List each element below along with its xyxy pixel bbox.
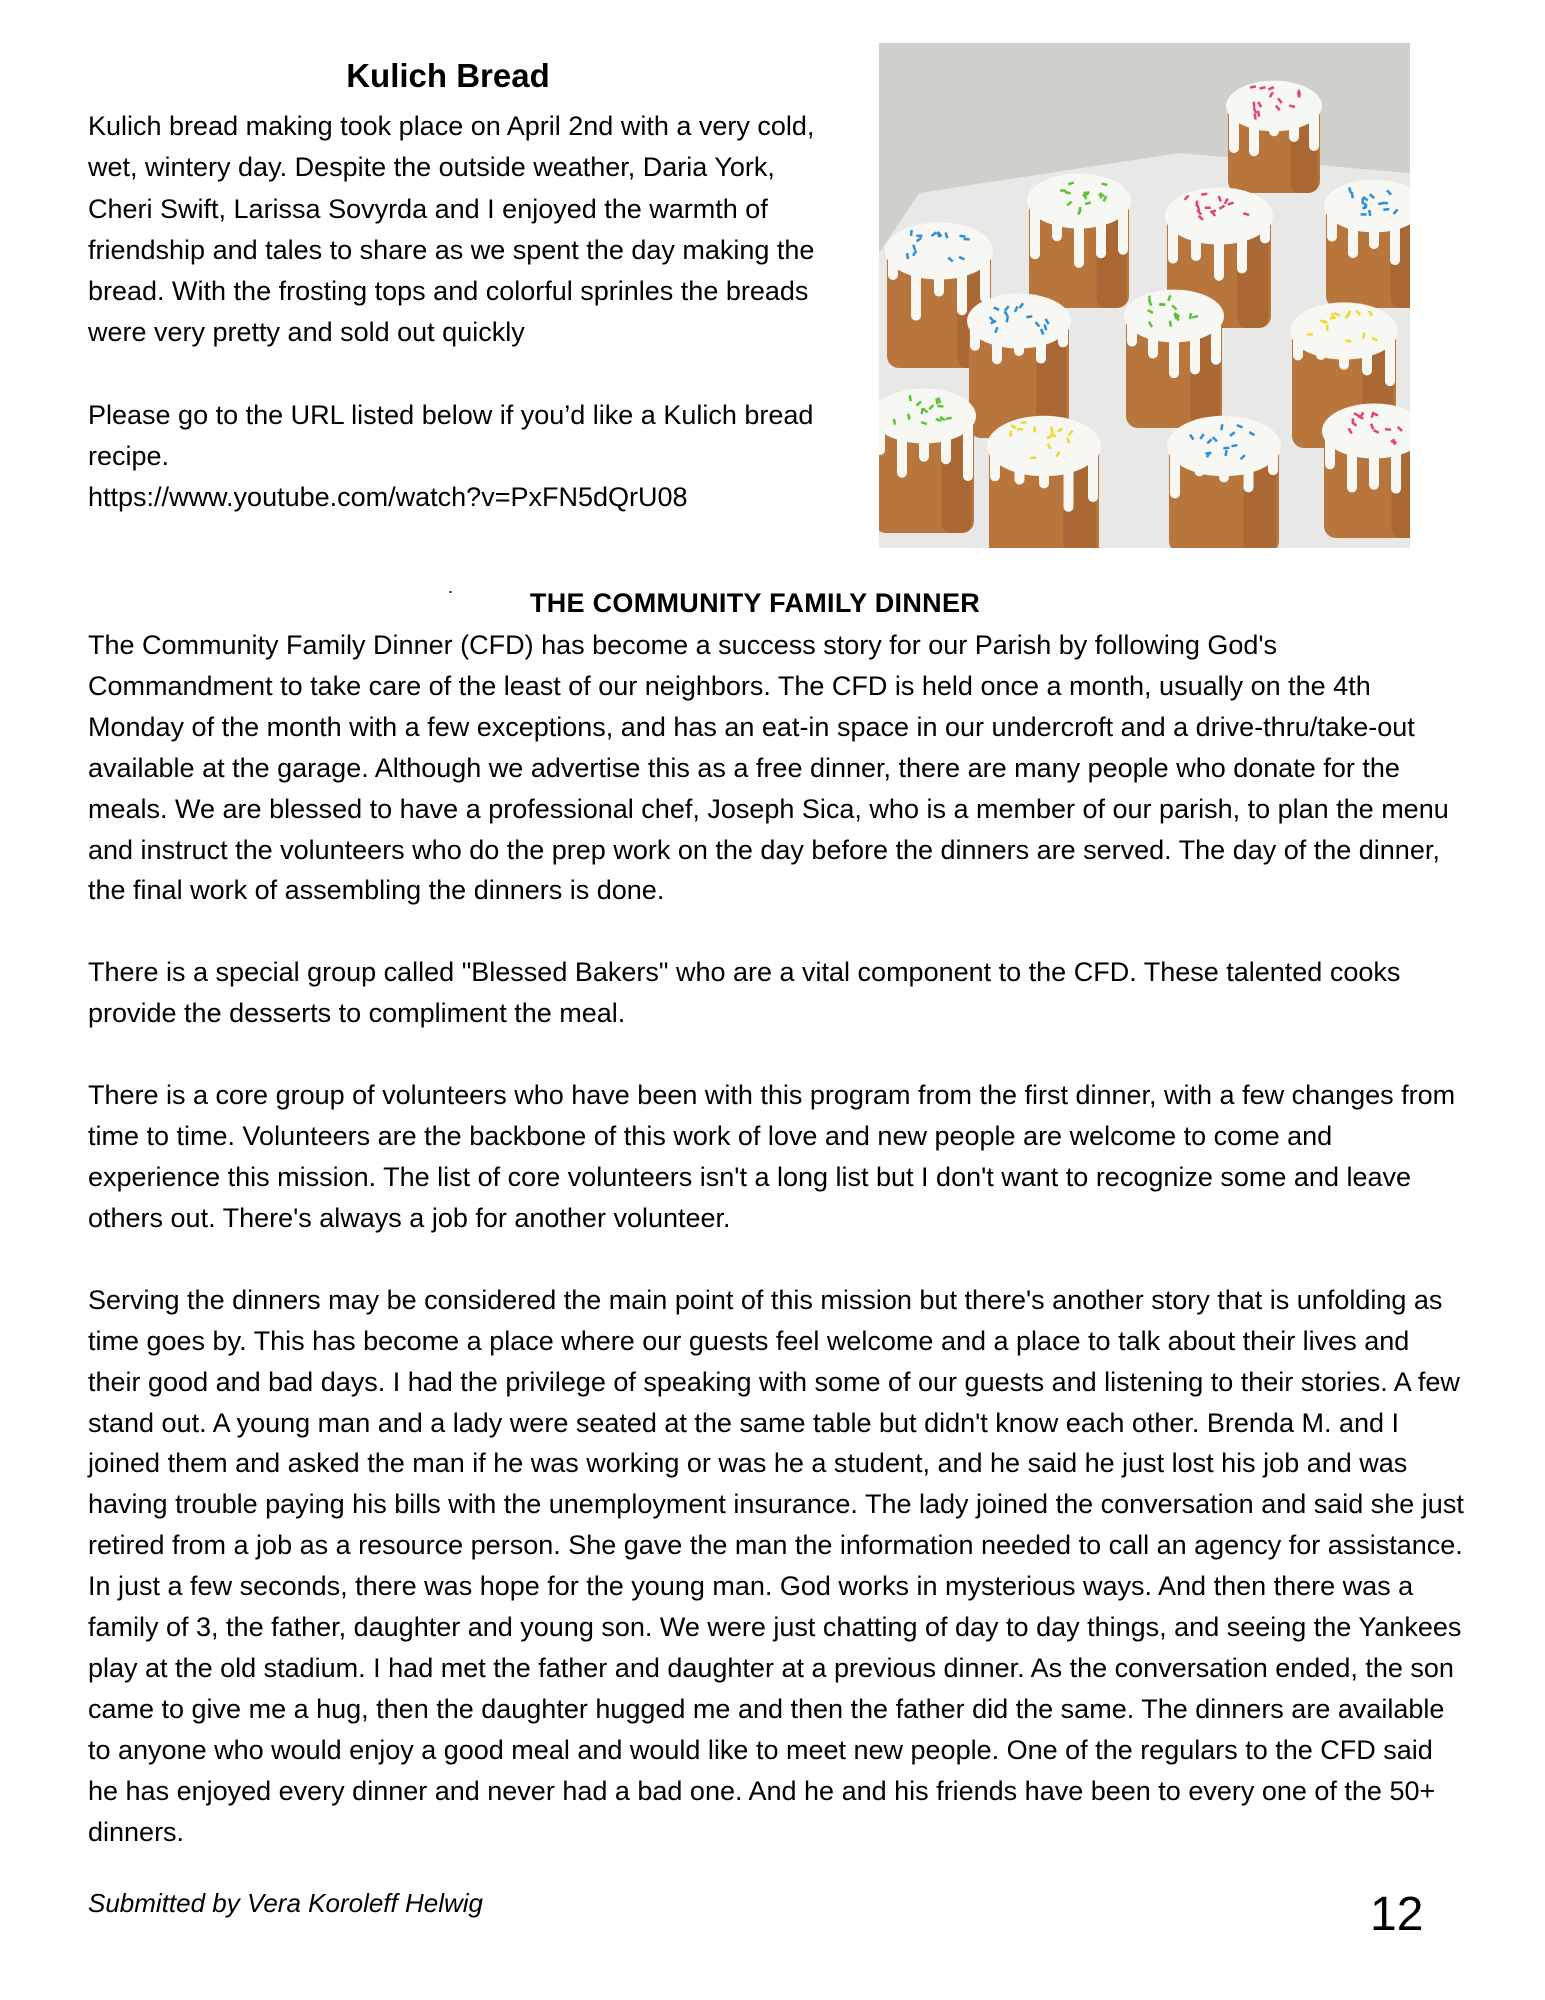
frosting-drip <box>1191 216 1201 261</box>
frosting-drip <box>1348 206 1358 258</box>
kulich-bread-photo <box>879 43 1410 548</box>
kulich-article <box>88 106 828 519</box>
sprinkle <box>1307 333 1313 336</box>
frosting-drip <box>879 416 885 455</box>
frosting-drip <box>1237 216 1247 273</box>
sprinkle <box>1148 296 1151 302</box>
sprinkle <box>1030 456 1036 459</box>
cfd-paragraph: There is a core group of volunteers who have been with this program from the first dinner, with a few changes from time to time. Volunteers are the backbone of this work of love and new people are welcome to come and experience this mission. The list of core volunteers isn't a long list but I don't want to recognize some and leave others out. There's always a job for another volunteer. <box>88 1080 1456 1233</box>
frosting-drip <box>1229 106 1239 153</box>
frosting-drip <box>1390 206 1400 265</box>
frosting-drip <box>1190 316 1200 374</box>
kulich-recipe-note: Please go to the URL listed below if you’d like a Kulich bread recipe. <box>88 399 814 472</box>
sprinkle <box>916 235 922 238</box>
sprinkle <box>1176 315 1179 321</box>
frosting-drip <box>1058 321 1068 347</box>
kulich-paragraph <box>88 395 828 519</box>
frosting-drip <box>934 251 944 297</box>
frosting-drip <box>1325 431 1335 469</box>
frosting-drip <box>1269 106 1279 136</box>
frosting-drip <box>897 416 907 478</box>
frosting-drip <box>1211 316 1221 365</box>
cfd-title: THE COMMUNITY FAMILY DINNER <box>529 588 981 618</box>
frosting-drip <box>1293 331 1303 360</box>
stray-dot: . <box>448 577 454 597</box>
frosting-drip <box>1347 431 1357 492</box>
frosting-drip <box>1168 216 1178 264</box>
frosting-drip <box>1118 201 1128 255</box>
frosting-drip <box>1309 106 1319 151</box>
frosting-drip <box>1260 216 1270 243</box>
frosting-drip <box>1214 216 1224 281</box>
kulich-paragraph: Kulich bread making took place on April 2nd with a very cold, wet, wintery day. Despite the outside weather, Daria York, Cheri Swift, Larissa Sovyrda and I enjoyed the warmth of friendship and tales to share as we spent the day making the bread. With the frosting tops and colorful sprinles the breads were very pretty and sold out quickly <box>88 111 815 348</box>
cfd-article <box>88 625 1468 1852</box>
frosting-drip <box>1015 446 1025 485</box>
submitted-by: Submitted by Vera Koroleff Helwig <box>88 1888 484 1918</box>
frosting-drip <box>888 251 898 280</box>
cfd-paragraph: Serving the dinners may be considered the main point of this mission but there's another story that is unfolding as time goes by. This has become a place where our guests feel welcome and a place to talk about their lives and their good and bad days. I had the privilege of speaking with some of our guests and listening to their stories. A few stand out. A young man and a lady were seated at the same table but didn't know each other. Brenda M. and I joined them and asked the man if he was working or was he a student, and he said he just lost his job and was having trouble paying his bills with the unemployment insurance. The lady joined the conversation and said she just retired from a job as a resource person. She gave the man the information needed to call an agency for assistance. In just a few seconds, there was hope for the young man. God works in mysterious ways. And then there was a family of 3, the father, daughter and young son. We were just chatting of day to day things, and seeing the Yankees play at the old stadium. I had met the father and daughter at a previous dinner. As the conversation ended, the son came to give me a hug, then the daughter hugged me and then the father did the same. The dinners are available to anyone who would enjoy a good meal and would like to meet new people. One of the regulars to the CFD said he has enjoyed every dinner and never had a bad one. And he and his friends have been to every one of the 50+ dinners. <box>88 1284 1464 1847</box>
frosting-drip <box>1289 106 1299 142</box>
frosting-drip <box>1064 446 1074 512</box>
recipe-url-link[interactable]: https://www.youtube.com/watch?v=PxFN5dQrU08 <box>88 482 688 513</box>
frosting-drip <box>1327 206 1337 242</box>
frosting-drip <box>970 321 980 351</box>
frosting-drip <box>1195 446 1205 476</box>
sprinkle <box>937 405 943 408</box>
frosting-drip <box>1052 201 1062 241</box>
sprinkle <box>1159 303 1165 306</box>
frosting-drip <box>1030 201 1040 259</box>
cfd-paragraph: There is a special group called "Blessed Bakers" who are a vital component to the CFD. These talented cooks provide the desserts to compliment the meal. <box>88 957 1401 1029</box>
sprinkle <box>1326 325 1329 331</box>
frosting-drip <box>1316 331 1326 360</box>
frosting-drip <box>1088 446 1098 502</box>
sprinkle <box>1021 421 1027 424</box>
sprinkle <box>1033 426 1036 432</box>
frosting-drip <box>1385 331 1395 386</box>
sprinkle <box>1382 202 1388 205</box>
sprinkle <box>1361 213 1367 216</box>
frosting-drip <box>1039 446 1049 488</box>
sprinkle <box>964 238 970 241</box>
frosting-drip <box>990 446 1000 481</box>
kulich-title: Kulich Bread <box>346 57 550 94</box>
sprinkle <box>1017 428 1023 431</box>
sprinkle <box>1352 418 1355 424</box>
page-number: 12 <box>1370 1888 1424 1941</box>
cfd-paragraph: The Community Family Dinner (CFD) has become a success story for our Parish by following God's Commandment to take care of the least of our neighbors. The CFD is held once a month, usually on the 4th Monday of the month with a few exceptions, and has an eat-in space in our undercroft and a drive-thru/take-out available at the garage. Although we advertise this as a free dinner, there are many people who donate for the meals. We are blessed to have a professional chef, Joseph Sica, who is a member of our parish, to plan the menu and instruct the volunteers who do the prep work on the day before the dinners are served. The day of the dinner, the final work of assembling the dinners is done. <box>88 630 1449 906</box>
kulich-photo-illustration <box>879 43 1410 548</box>
frosting-drip <box>911 251 921 321</box>
frosting-drip <box>1369 431 1379 490</box>
frosting-drip <box>963 416 973 481</box>
sprinkle <box>1253 102 1256 108</box>
frosting-drip <box>1014 321 1024 356</box>
frosting-drip <box>1339 331 1349 370</box>
frosting-drip <box>1096 201 1106 258</box>
frosting-drip <box>1127 316 1137 347</box>
frosting-drip <box>1170 446 1180 498</box>
frosting-drip <box>957 251 967 315</box>
sprinkle <box>1060 189 1066 192</box>
sprinkle <box>1205 206 1211 209</box>
frosting-drip <box>1244 446 1254 492</box>
frosting-drip <box>980 251 990 302</box>
frosting-drip <box>1268 446 1278 475</box>
frosting-drip <box>941 416 951 464</box>
